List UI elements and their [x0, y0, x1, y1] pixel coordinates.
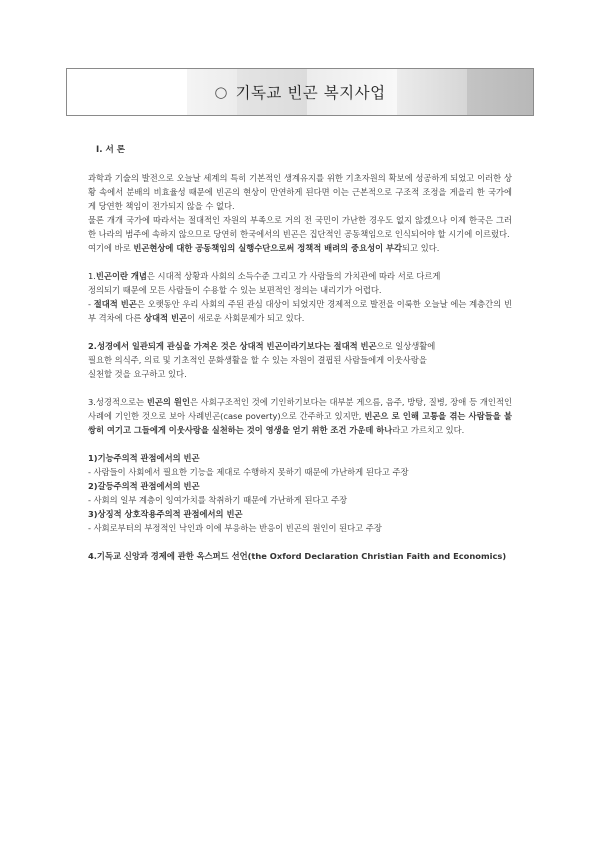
item3-cause-term: 빈곤의 원인	[146, 397, 190, 407]
item2-line3: 실천할 것을 요구하고 있다.	[88, 369, 187, 379]
item2-emphasis: 성경에서 일관되게 관심을 가져온 것은 상대적 빈곤이라기보다는 절대적 빈곤	[96, 341, 377, 351]
perspective-description: - 사회의 일부 계층이 잉여가치를 착취하기 때문에 가난하게 된다고 주장	[88, 495, 348, 505]
item3-paragraph	[88, 395, 512, 437]
item1-dash: -	[88, 299, 94, 309]
item4-heading: 4.기독교 신앙과 경제에 관한 옥스퍼드 선언(the Oxford Declaration Christian Faith and Economics)	[88, 551, 507, 561]
item3-tail: 라고 가르치고 있다.	[392, 425, 465, 435]
item3-text: 은 사회구조적인 것에 기인하기보다는 대부분 게으름, 음주, 방탕, 질병, 장애 등 개인적인 사례에 기인한 것으로 보아 사례빈곤(case poverty)으로 간주하고 있지만,	[88, 397, 512, 421]
intro-p3-lead: 여기에 바로	[88, 243, 134, 253]
intro-paragraph-1: 과학과 기술의 발전으로 오늘날 세계의 특히 기본적인 생계유지를 위한 기초자원의 확보에 성공하게 되었고 이러한 상황 속에서 분배의 비효율성 때문에 빈곤의 현상이 만연하게 된다면 이는 근본적으로 구조적 조정을 게을리 한 국가에게 당연한 책임이 전가되지 않을 수 없다.	[88, 173, 512, 211]
title-inner	[67, 69, 533, 115]
intro-p3-tail: 되고 있다.	[402, 243, 440, 253]
perspective-heading: 3)상징적 상호작용주의적 관점에서의 빈곤	[88, 509, 243, 519]
document-body	[88, 143, 512, 563]
item2-line1	[88, 339, 512, 353]
circle-icon: ○	[214, 83, 228, 101]
intro-p3-emphasis: 빈곤현상에 대한 공동책임의 실행수단으로써 정책적 배려의 중요성이 부각	[133, 243, 403, 253]
item1-l3-text: 은 오랫동안 우리 사회의 주된 관심 대상이 되었지만 경제적으로 발전을 이룩한 오늘날 에는 계층간의 빈부 격차에 다른	[88, 299, 512, 323]
item1-l3-tail: 이 새로운 사회문제가 되고 있다.	[186, 313, 305, 323]
perspective-heading: 2)갈등주의적 관점에서의 빈곤	[88, 481, 200, 491]
page-title: 기독교 빈곤 복지사업	[235, 84, 386, 102]
section-heading: Ⅰ. 서 론	[96, 145, 126, 155]
title-box	[66, 68, 534, 116]
item2-text: 으로 일상생활에	[376, 341, 436, 351]
item1-line3	[88, 297, 512, 325]
perspective-heading: 1)기능주의적 관점에서의 빈곤	[88, 453, 200, 463]
item1-line2: 정의되기 때문에 모든 사람들이 수용할 수 있는 보편적인 정의는 내리기가 어렵다.	[88, 285, 382, 295]
item2-number: 2.	[88, 341, 97, 351]
relative-poverty-term: 상대적 빈곤	[144, 313, 187, 323]
intro-paragraph-3	[88, 241, 512, 255]
perspective-description: - 사회로부터의 부정적인 낙인과 이에 부응하는 반응이 빈곤의 원인이 된다고 주장	[88, 523, 382, 533]
item1-emphasis: 빈곤이란 개념	[95, 271, 147, 281]
perspective-description: - 사람들이 사회에서 필요한 기능을 제대로 수행하지 못하기 때문에 가난하게 된다고 주장	[88, 467, 409, 477]
item3-lead: 3.성경적으로는	[88, 397, 147, 407]
intro-paragraph-2: 물론 개개 국가에 따라서는 절대적인 자원의 부족으로 거의 전 국민이 가난한 경우도 없지 않겠으나 이제 한국은 그러한 나라의 범주에 속하지 않으므로 당연히 한국에서의 빈곤은 집단적인 공동책임으로 인식되어야 할 시기에 이르렀다.	[88, 215, 512, 239]
item1-line1	[88, 269, 512, 283]
item2-line2: 필요한 의식주, 의료 및 기초적인 문화생활을 할 수 있는 자원이 결핍된 사람들에게 이웃사랑을	[88, 355, 427, 365]
item1-text: 은 시대적 상황과 사회의 소득수준 그리고 가 사람들의 가치관에 따라 서로 다르게	[146, 271, 441, 281]
item1-number: 1.	[88, 271, 96, 281]
absolute-poverty-term: 절대적 빈곤	[93, 299, 137, 309]
item3-emphasis: 빈곤으 로 인해 고통을 겪는 사람들을 불쌍히 여기고 그들에게 이웃사랑을 실천하는 것이 영생을 얻기 위한 조건 가운데 하나	[88, 411, 512, 435]
